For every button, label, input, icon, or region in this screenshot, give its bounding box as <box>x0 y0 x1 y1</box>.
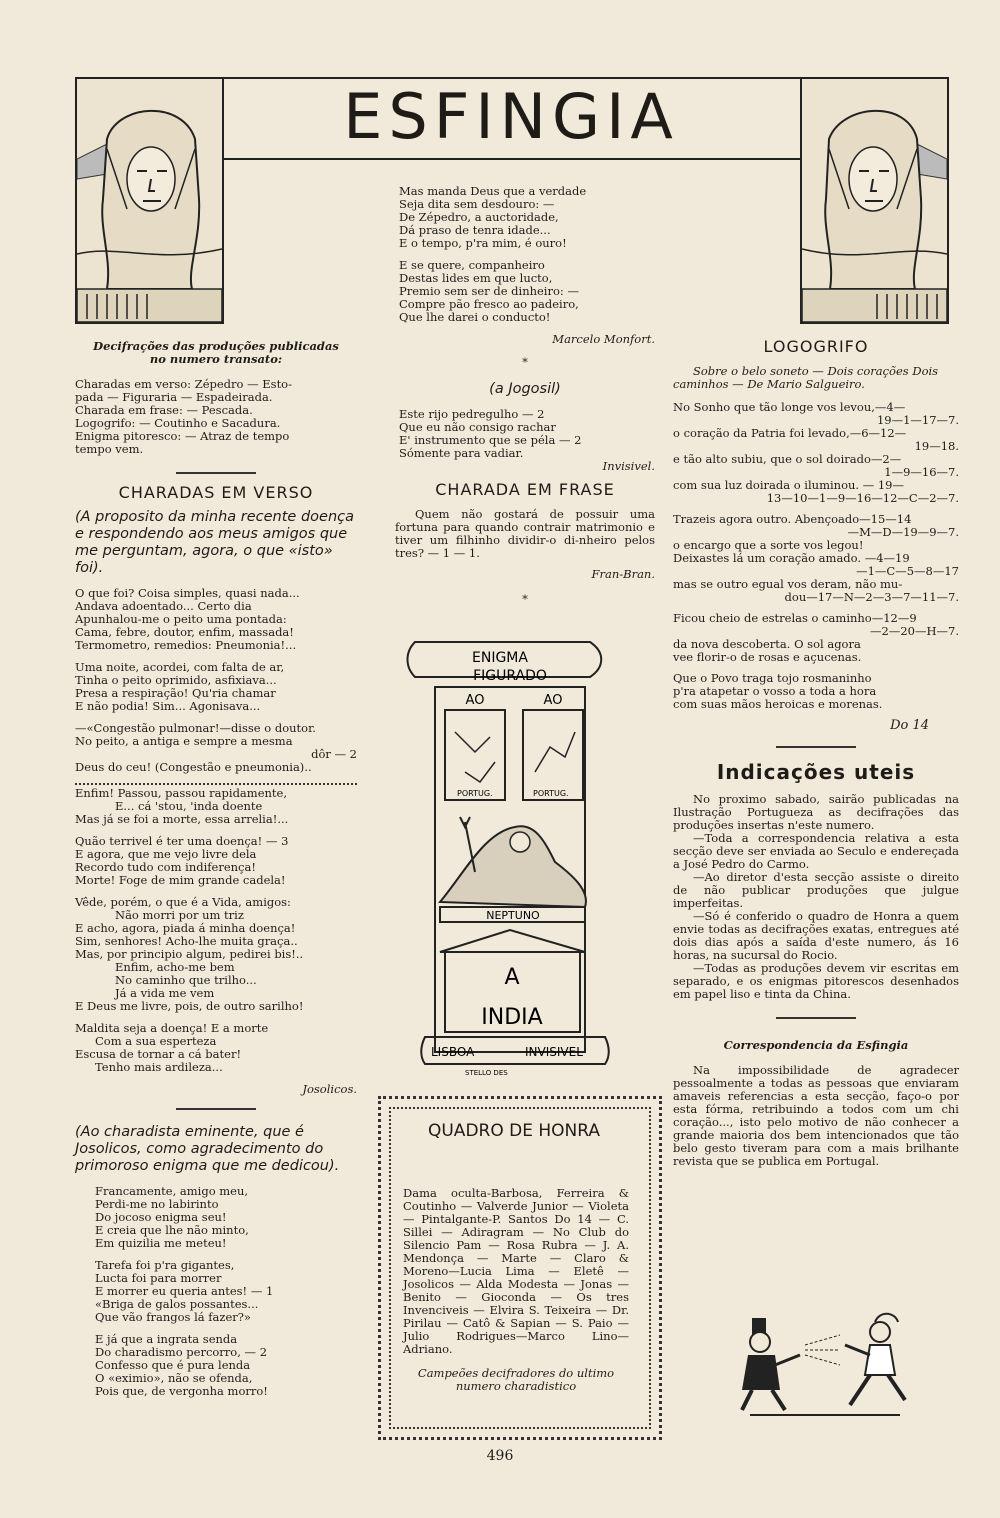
verse-line: E' instrumento que se péla — 2 <box>399 433 582 447</box>
verse-line: Tenho mais ardileza... <box>95 1060 223 1074</box>
verse-line: Do charadismo percorro, — 2 <box>95 1345 268 1359</box>
quadro-de-honra-title: QUADRO DE HONRA <box>427 1121 600 1141</box>
verse-line: Uma noite, acordei, com falta de ar, <box>75 660 285 674</box>
verse-line: Andava adoentado... Certo dia <box>75 599 252 613</box>
verse-line: 19—18. <box>914 439 959 453</box>
verse-line: o encargo que a sorte vos legou! <box>673 538 864 552</box>
poem-author: Fran-Bran. <box>591 567 655 581</box>
sphinx-illustration-left <box>75 77 224 324</box>
enigma-portug-right: PORTUG. <box>533 789 569 798</box>
header-rule <box>222 158 800 160</box>
verse-line: E se quere, companheiro <box>399 258 545 272</box>
verse-line: Destas lides em que lucto, <box>399 271 553 285</box>
decifracoes-line: tempo vem. <box>75 442 144 456</box>
verse-line: Do jocoso enigma seu! <box>95 1210 227 1224</box>
divider <box>776 1017 856 1019</box>
enigma-title-1: ENIGMA <box>472 650 528 666</box>
star-separator: * <box>522 355 528 369</box>
charadas-intro: (A proposito da minha recente doença e respondendo aos meus amigos que me perguntam, agora, o que «isto» foi). <box>75 509 354 576</box>
decifracoes-line: Enigma pitoresco: — Atraz de tempo <box>75 429 290 443</box>
verse-line: E... cá 'stou, 'inda doente <box>115 799 263 813</box>
verse-line: e tão alto subiu, que o sol doirado—2— <box>673 452 902 466</box>
verse-line: Em quizilia me meteu! <box>95 1236 227 1250</box>
charada-frase-heading: CHARADA EM FRASE <box>435 480 615 499</box>
charada-frase-text: Quem não gostará de possuir uma fortuna para quando contrair matrimonio e tiver um filhinho dividir-o di-nheiro pelos tres? — 1 — 1. <box>395 507 655 560</box>
verse-line: De Zépedro, a auctoridade, <box>399 210 559 224</box>
verse-line: Ficou cheio de estrelas o caminho—12—9 <box>673 611 917 625</box>
verse-line: No peito, a antiga e sempre a mesma <box>75 734 293 748</box>
quadro-de-honra-footer: Campeões decifradores do ultimo numero charadistico <box>417 1366 615 1393</box>
verse-line: Recordo tudo com indiferença! <box>75 860 256 874</box>
enigma-neptuno: NEPTUNO <box>486 909 540 922</box>
dotted-separator <box>75 783 357 785</box>
correspondencia-text: Na impossibilidade de agradecer pessoalmente a todas as pessoas que enviaram amaveis referencias a esta secção, faço-o por esta fórma, retribuindo a todos com um chi coração..., isto pelo motivo de não conhecer a grande maioria dos bem intencionados que tão belo gesto tiveram para com a mais brilhante revista que se publica em Portugal. <box>673 1063 959 1168</box>
verse-line: No Sonho que tão longe vos levou,—4— <box>673 400 906 414</box>
verse-line: Este rijo pedregulho — 2 <box>399 407 545 421</box>
verse-line: Maldita seja a doença! E a morte <box>75 1021 269 1035</box>
decifracoes-line: Charada em frase: — Pescada. <box>75 403 253 417</box>
poem2-intro: (Ao charadista eminente, que é Josolicos, como agradecimento do primoroso enigma que me dedicou). <box>75 1124 340 1174</box>
sphinx-illustration-right <box>800 77 949 324</box>
verse-line: —2—20—H—7. <box>870 624 959 638</box>
indicacoes-heading: Indicações uteis <box>716 760 916 784</box>
verse-line: Não morri por um triz <box>115 908 244 922</box>
logogrifo-poem <box>673 401 959 711</box>
indicacao-paragraph: —Todas as produções devem vir escritas em separado, e os enigmas pitorescos desenhados em papel liso e tinta da China. <box>673 961 959 1001</box>
verse-line: Perdi-me no labirinto <box>95 1197 219 1211</box>
verse-line: 13—10—1—9—16—12—C—2—7. <box>766 491 959 505</box>
poem-author: Marcelo Monfort. <box>552 332 655 346</box>
verse-line: —M—D—19—9—7. <box>847 525 959 539</box>
poem-author: Josolicos. <box>302 1082 357 1096</box>
left-column <box>75 340 357 1407</box>
verse-line: Tinha o peito oprimido, asfixiava... <box>75 673 277 687</box>
poem-josolicos <box>75 587 357 1096</box>
verse-line: Compre pão fresco ao padeiro, <box>399 297 579 311</box>
enigma-ao-right: AO <box>543 693 563 708</box>
verse-line: Lucta foi para morrer <box>95 1271 222 1285</box>
verse-line: dou—17—N—2—3—7—11—7. <box>784 590 959 604</box>
verse-line: p'ra atapetar o vosso a toda a hora <box>673 684 877 698</box>
quadro-de-honra-box <box>378 1096 662 1440</box>
enigma-author: INVISIVEL <box>525 1045 583 1059</box>
decifracoes-list <box>75 378 357 456</box>
charadas-verso-heading: CHARADAS EM VERSO <box>118 483 314 502</box>
enigma-india: INDIA <box>481 1005 543 1030</box>
verse-line: Que o Povo traga tojo rosmaninho <box>673 671 872 685</box>
verse-line: com suas mãos heroicas e morenas. <box>673 697 883 711</box>
verse-line: E já que a ingrata senda <box>95 1332 238 1346</box>
verse-line: 19—1—17—7. <box>876 413 959 427</box>
decifracoes-line: Charadas em verso: Zépedro — Esto- <box>75 377 292 391</box>
enigma-signature: STELLO DES <box>465 1069 508 1077</box>
star-separator: * <box>522 592 528 606</box>
right-column <box>673 337 959 1168</box>
verse-line: Seja dita sem desdouro: — <box>399 197 555 211</box>
indicacao-paragraph: No proximo sabado, sairão publicadas na Ilustração Portugueza as decifrações das produções insertas n'este numero. <box>673 792 959 832</box>
verse-line: mas se outro egual vos deram, não mu- <box>673 577 903 591</box>
verse-line: Sómente para vadiar. <box>399 446 524 460</box>
verse-line: Premio sem ser de dinheiro: — <box>399 284 579 298</box>
verse-line: Francamente, amigo meu, <box>95 1184 249 1198</box>
divider <box>776 746 856 748</box>
verse-line: Mas, por principio algum, pedirei bis!.. <box>75 947 304 961</box>
verse-line: dôr — 2 <box>311 747 357 761</box>
verse-line: E creia que lhe não minto, <box>95 1223 249 1237</box>
verse-line: vee florir-o de rosas e açucenas. <box>673 650 862 664</box>
enigma-portug-left: PORTUG. <box>457 789 493 798</box>
verse-line: Que vão frangos lá fazer?» <box>95 1310 251 1324</box>
verse-line: O que foi? Coisa simples, quasi nada... <box>75 586 300 600</box>
logogrifo-intro: Sobre o belo soneto — Dois corações Dois caminhos — De Mario Salgueiro. <box>673 364 939 391</box>
poem-reply <box>75 1185 357 1398</box>
decifracoes-subtitle: no numero transato: <box>149 352 283 366</box>
verse-line: No caminho que trilho... <box>115 973 257 987</box>
verse-line: Já a vida me vem <box>115 986 215 1000</box>
enigma-figurado-illustration <box>405 632 615 1077</box>
verse-line: —«Congestão pulmonar!—disse o doutor. <box>75 721 316 735</box>
cartoon-illustration <box>730 1310 915 1425</box>
enigma-ao-left: AO <box>465 693 485 708</box>
decifracoes-line: pada — Figuraria — Espadeirada. <box>75 390 273 404</box>
decifracoes-title: Decifrações das produções publicadas <box>93 339 339 353</box>
verse-line: E agora, que me vejo livre dela <box>75 847 257 861</box>
poem-author: Invisivel. <box>602 459 655 473</box>
indicacao-paragraph: —Só é conferido o quadro de Honra a quem envie todas as decifrações exatas, entregues até dois dias após a saída d'este numero, ás 16 horas, na sucursal do Rocio. <box>673 909 959 962</box>
verse-line: Apunhalou-me o peito uma pontada: <box>75 612 287 626</box>
verse-line: «Briga de galos possantes... <box>95 1297 259 1311</box>
indicacoes-list <box>673 793 959 1001</box>
verse-line: E o tempo, p'ra mim, é ouro! <box>399 236 567 250</box>
verse-line: Que lhe darei o conducto! <box>399 310 551 324</box>
verse-line: Pois que, de vergonha morro! <box>95 1384 268 1398</box>
enigma-title-2: FIGURADO <box>473 668 547 684</box>
verse-line: Mas já se foi a morte, essa arrelia!... <box>75 812 289 826</box>
verse-line: Com a sua esperteza <box>95 1034 217 1048</box>
verse-line: Termometro, remedios: Pneumonia!... <box>75 638 297 652</box>
enigma-a: A <box>504 965 520 990</box>
middle-column <box>395 185 655 606</box>
verse-line: —1—C—5—8—17 <box>856 564 959 578</box>
enigma-lisboa: LISBOA <box>431 1045 475 1059</box>
logogrifo-author: Do 14 <box>890 718 929 733</box>
verse-line: Vêde, porém, o que é a Vida, amigos: <box>75 895 291 909</box>
verse-line: Trazeis agora outro. Abençoado—15—14 <box>673 512 912 526</box>
verse-line: Deus do ceu! (Congestão e pneumonia).. <box>75 760 312 774</box>
decifracoes-line: Logogrifo: — Coutinho e Sacadura. <box>75 416 281 430</box>
verse-line: Mas manda Deus que a verdade <box>399 184 587 198</box>
verse-line: Enfim! Passou, passou rapidamente, <box>75 786 287 800</box>
verse-line: Tarefa foi p'ra gigantes, <box>95 1258 235 1272</box>
verse-line: E acho, agora, piada á minha doença! <box>75 921 296 935</box>
verse-line: com sua luz doirada o iluminou. — 19— <box>673 478 904 492</box>
page-number: 496 <box>486 1448 514 1464</box>
indicacao-paragraph: —Toda a correspondencia relativa a esta secção deve ser enviada ao Seculo e endereçada a José Pedro do Carmo. <box>673 831 959 871</box>
logogrifo-heading: LOGOGRIFO <box>763 337 869 356</box>
verse-line: Morte! Foge de mim grande cadela! <box>75 873 286 887</box>
verse-line: Cama, febre, doutor, enfim, massada! <box>75 625 294 639</box>
indicacao-paragraph: —Ao diretor d'esta secção assiste o direito de não publicar produções que julgue imperfeitas. <box>673 870 959 910</box>
verse-line: o coração da Patria foi levado,—6—12— <box>673 426 907 440</box>
verse-line: E não podia! Sim... Agonisava... <box>75 699 261 713</box>
verse-line: E morrer eu queria antes! — 1 <box>95 1284 274 1298</box>
verse-line: O «eximio», não se ofenda, <box>95 1371 253 1385</box>
verse-line: 1—9—16—7. <box>884 465 959 479</box>
section-title: ESFINGIA <box>343 80 679 153</box>
verse-line: Escusa de tornar a cá bater! <box>75 1047 242 1061</box>
quadro-de-honra-names: Dama oculta-Barbosa, Ferreira & Coutinho — Valverde Junior — Violeta — Pintalgante-P. Santos Do 14 — C. Sillei — Adiragram — No Club do Silencio Pam — Rosa Rubra — J. A. Mendonça — Marte — Claro & Moreno—Lucia Lima — Eletê — Josolicos — Alda Modesta — Jonas — Benito — Gioconda — Os tres Invenciveis — Elvira S. Teixeira — Dr. Pirilau — Catô & Sapian — S. Paio — Julio Rodrigues—Marco Lino—Adriano. <box>403 1186 629 1356</box>
jogosil-title: (a Jogosil) <box>489 381 561 397</box>
verse-line: Sim, senhores! Acho-lhe muita graça.. <box>75 934 298 948</box>
verse-line: Confesso que é pura lenda <box>95 1358 251 1372</box>
verse-line: Quão terrivel é ter uma doença! — 3 <box>75 834 289 848</box>
verse-line: E Deus me livre, pois, de outro sarilho! <box>75 999 304 1013</box>
verse-line: Dá praso de tenra idade... <box>399 223 551 237</box>
divider <box>176 1108 256 1110</box>
correspondencia-heading: Correspondencia da Esfingia <box>723 1038 909 1052</box>
verse-line: Deixastes lá um coração amado. —4—19 <box>673 551 910 565</box>
verse-line: Que eu não consigo rachar <box>399 420 556 434</box>
verse-line: da nova descoberta. O sol agora <box>673 637 861 651</box>
verse-line: Presa a respiração! Qu'ria chamar <box>75 686 276 700</box>
divider <box>176 472 256 474</box>
verse-line: Enfim, acho-me bem <box>115 960 235 974</box>
